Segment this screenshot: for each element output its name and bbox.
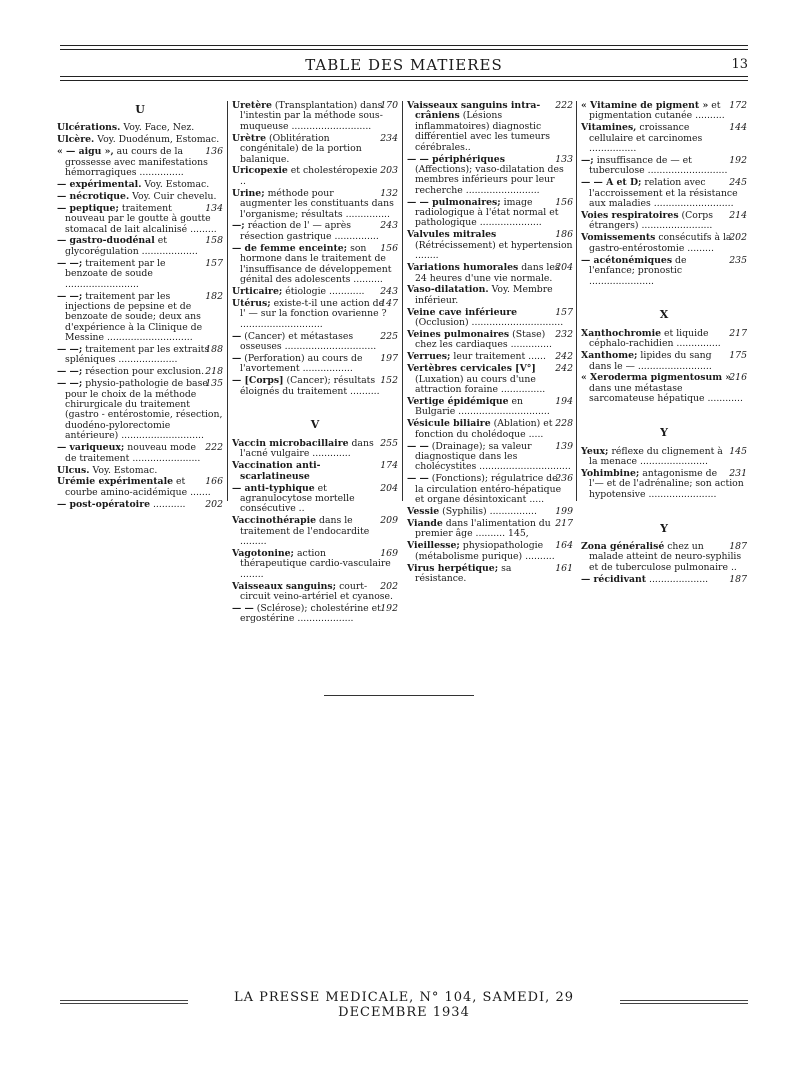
index-entry <box>232 101 398 132</box>
entry-page-number: 216 <box>729 372 747 384</box>
index-column-4 <box>581 101 747 587</box>
index-entry <box>407 101 573 153</box>
section-letter: V <box>310 418 320 432</box>
entry-headword: Vieillesse; <box>407 540 460 552</box>
entry-headword: — acétonémiques <box>581 254 673 266</box>
entry-headword: — <box>232 352 242 364</box>
entry-text: et pigmentation cutanée .......... <box>589 100 725 122</box>
index-entry <box>407 364 573 395</box>
index-entry <box>581 447 747 468</box>
entry-text: son hormone dans le traitement de l'insuffisance de développement génital des adolescents .......... <box>240 242 392 285</box>
entry-page-number: 228 <box>555 418 573 430</box>
entry-text: nouveau mode de traitement ....................... <box>65 442 201 464</box>
section-letter: Y <box>660 521 668 535</box>
page-header <box>60 54 748 76</box>
entry-text: (Occlusion) ............................... <box>415 317 564 329</box>
entry-text: (Sclérose); cholestérine et ergostérine ................... <box>240 602 381 625</box>
entry-headword: Vertèbres cervicales [V°] <box>407 363 536 375</box>
entry-text: image radiologique à l'état normal et pathologique ..................... <box>415 196 559 229</box>
entry-headword: Vaisseaux sanguins; <box>232 580 337 592</box>
entry-headword: Urticaire; <box>232 285 283 297</box>
index-entry <box>581 256 747 287</box>
entry-headword: Vagotonine; <box>232 547 294 559</box>
entry-headword: Vaso-dilatation. <box>407 284 489 296</box>
index-entry <box>407 352 573 362</box>
entry-text: insuffisance de — et tuberculose ........................... <box>589 155 728 177</box>
index-column-1 <box>57 101 223 512</box>
entry-page-number: 218 <box>205 366 223 378</box>
entry-text: antagonisme de l'— et de l'adrénaline; son action hypotensive ....................... <box>589 467 744 500</box>
entry-page-number: 234 <box>380 132 398 144</box>
index-entry <box>57 123 223 133</box>
entry-headword: — gastro-duodénal <box>57 235 155 247</box>
entry-page-number: 243 <box>380 220 398 232</box>
entry-headword: — <box>232 330 242 342</box>
entry-headword: Ulcère. <box>57 134 95 146</box>
entry-text: au cours de la grossesse avec manifestations hémorragiques ............... <box>65 146 208 179</box>
entry-text: dans les 24 heures d'une vie normale. <box>415 262 560 284</box>
entry-headword: — —; <box>57 344 83 356</box>
index-entry <box>581 329 747 350</box>
column-separator <box>227 101 228 501</box>
entry-headword: Vaccin microbacillaire <box>232 437 349 449</box>
index-entry <box>407 519 573 540</box>
entry-text: étiologie ............ <box>282 285 365 297</box>
entry-page-number: 235 <box>729 254 747 266</box>
index-entry <box>581 373 747 404</box>
index-entry <box>57 477 223 498</box>
entry-headword: — récidivant <box>581 573 647 585</box>
entry-headword: — — pulmonaires; <box>407 196 501 208</box>
entry-text: Voy. Cuir chevelu. <box>129 190 217 202</box>
entry-headword: Yohimbine; <box>581 467 640 479</box>
index-entry <box>232 582 398 603</box>
footer-rule-right <box>620 1000 748 1001</box>
entry-headword: Verrues; <box>407 351 451 363</box>
entry-page-number: 145 <box>729 445 747 457</box>
index-entry <box>232 484 398 515</box>
footer-text: LA PRESSE MEDICALE, N° 104, SAMEDI, 29 DECEMBRE 1934 <box>233 990 574 1020</box>
entry-headword: Variations humorales <box>407 262 519 274</box>
entry-page-number: 194 <box>555 395 573 407</box>
entry-page-number: 188 <box>205 344 223 356</box>
entry-text: Voy. Face, Nez. <box>120 122 195 134</box>
entry-headword: Vertige épidémique <box>407 395 509 407</box>
index-entry <box>57 379 223 441</box>
index-entry <box>57 180 223 190</box>
index-entry <box>57 135 223 145</box>
index-entry <box>57 367 223 377</box>
index-entry <box>232 549 398 580</box>
entry-headword: Urètre <box>232 132 267 144</box>
entry-headword: — —; <box>57 366 83 378</box>
entry-text: (Lésions inflammatoires) diagnostic différentiel avec les tumeurs cérébrales.. <box>415 110 551 153</box>
entry-page-number: 166 <box>205 476 223 488</box>
entry-page-number: 192 <box>380 602 398 614</box>
entry-headword: Ulcus. <box>57 464 90 476</box>
page-footer <box>60 990 748 1020</box>
entry-page-number: 214 <box>729 210 747 222</box>
entry-headword: — nécrotique. <box>57 190 130 202</box>
entry-headword: « — aigu », <box>57 146 114 158</box>
entry-page-number: 134 <box>205 202 223 214</box>
index-entry <box>407 564 573 585</box>
entry-page-number: 169 <box>380 547 398 559</box>
entry-text: Voy. Estomac. <box>89 464 158 476</box>
entry-headword: Vomissements <box>581 232 656 244</box>
entry-text: (Syphilis) ................ <box>439 506 537 518</box>
entry-text: de l'enfance; pronostic ...................... <box>589 254 687 287</box>
entry-page-number: 231 <box>729 467 747 479</box>
entry-page-number: 132 <box>380 187 398 199</box>
top-rule <box>60 45 748 46</box>
entry-text: et cholestéropexie .. <box>240 165 378 187</box>
index-entry <box>232 461 398 482</box>
entry-page-number: 174 <box>380 460 398 472</box>
entry-headword: Ulcérations. <box>57 122 121 134</box>
entry-page-number: 164 <box>555 540 573 552</box>
section-letter: Y <box>660 426 668 440</box>
entry-page-number: 172 <box>729 100 747 111</box>
index-entry <box>581 156 747 177</box>
index-entry <box>581 469 747 500</box>
entry-text: réflexe du clignement à la menace ....................... <box>589 445 723 467</box>
index-entry <box>581 178 747 209</box>
column-separator <box>402 101 403 501</box>
entry-page-number: 204 <box>380 482 398 494</box>
index-entry <box>581 542 747 573</box>
entry-page-number: 204 <box>555 262 573 274</box>
entry-text: résection pour exclusion. <box>82 366 205 378</box>
entry-page-number: 170 <box>380 100 398 111</box>
entry-text: (Transplantation) dans l'intestin par la méthode sous-muqueuse ........................... <box>240 100 383 132</box>
entry-text: et courbe amino-acidémique ....... <box>65 476 211 498</box>
header-rule-double <box>60 80 748 81</box>
index-entry <box>581 211 747 232</box>
entry-page-number: 158 <box>205 235 223 247</box>
index-entry <box>232 244 398 286</box>
entry-text: leur traitement ...... <box>450 351 546 363</box>
entry-text: traitement par le benzoate de soude ......................... <box>65 257 166 290</box>
entry-headword: — — périphériques <box>407 153 505 165</box>
entry-text: physiopathologie (métabolisme purique) .......... <box>415 540 555 562</box>
entry-headword: — —; <box>57 378 83 390</box>
entry-text: et liquide céphalo-rachidien ............... <box>589 327 721 350</box>
entry-headword: Uretère <box>232 100 272 111</box>
entry-text: (Oblitération congénitale) de la portion balanique. <box>240 132 362 165</box>
index-entry <box>581 575 747 585</box>
index-column-2 <box>232 101 398 626</box>
entry-page-number: 156 <box>380 242 398 254</box>
entry-headword: — expérimental. <box>57 178 142 190</box>
entry-text: en Bulgarie ............................... <box>415 395 550 418</box>
index-entry <box>407 541 573 562</box>
entry-page-number: 255 <box>380 437 398 449</box>
index-entry <box>407 308 573 329</box>
entry-text: traitement par les injections de pepsine et de benzoate de soude; deux ans d'expérience à la Clinique de Messine ............................. <box>65 290 203 344</box>
index-entry <box>57 443 223 464</box>
entry-headword: — post-opératoire <box>57 498 151 510</box>
entry-page-number: 202 <box>380 580 398 592</box>
entry-text: traitement par les extraits spléniques .................... <box>65 344 210 366</box>
entry-page-number: 199 <box>555 506 573 518</box>
entry-page-number: 232 <box>555 329 573 341</box>
index-entry <box>407 285 573 306</box>
entry-page-number: 156 <box>555 196 573 208</box>
entry-text: méthode pour augmenter les constituants dans l'organisme; résultats ............... <box>240 187 394 220</box>
entry-headword: Veines pulmonaires <box>407 329 510 341</box>
entry-page-number: 192 <box>729 155 747 167</box>
index-entry <box>232 221 398 242</box>
index-entry <box>407 198 573 229</box>
index-column-3 <box>407 101 573 586</box>
entry-text: relation avec l'accroissement et la résistance aux maladies ........................... <box>589 177 738 210</box>
entry-text: (Drainage); sa valeur diagnostique dans les cholécystites ............................... <box>415 440 571 473</box>
entry-page-number: 161 <box>555 562 573 574</box>
entry-headword: — [Corps] <box>232 375 284 387</box>
entry-headword: Voies respiratoires <box>581 210 679 222</box>
entry-page-number: 245 <box>729 177 747 189</box>
entry-text: Voy. Duodénum, Estomac. <box>94 134 220 146</box>
entry-page-number: 144 <box>729 122 747 134</box>
entry-text: physio-pathologie de base pour le choix de la méthode chirurgicale du traitement (gastro - entérostomie, résection, duodéno-pylorectomie antérieure) ............................ <box>65 378 223 442</box>
entry-headword: — — <box>407 473 429 485</box>
entry-text: dans l'acné vulgaire ............. <box>240 437 374 460</box>
column-separator <box>576 101 577 501</box>
index-entry <box>407 330 573 351</box>
entry-text: réaction de l' — après résection gastrique ............... <box>240 220 379 242</box>
entry-headword: Uricopexie <box>232 165 288 177</box>
index-entry <box>407 230 573 261</box>
entry-text: Voy. Estomac. <box>141 178 210 190</box>
entry-headword: Xanthome; <box>581 350 638 362</box>
entry-page-number: 202 <box>205 498 223 510</box>
entry-headword: Urine; <box>232 187 265 199</box>
entry-headword: Vitamines, <box>581 122 637 134</box>
entry-page-number: 157 <box>555 306 573 318</box>
entry-page-number: 139 <box>555 440 573 452</box>
entry-text: dans une métastase sarcomateuse hépatique ............ <box>589 382 743 405</box>
top-rule-double <box>60 49 748 50</box>
entry-headword: — —; <box>57 290 83 302</box>
footer-rule-right <box>620 1003 748 1004</box>
entry-headword: — variqueux; <box>57 442 125 454</box>
index-entry <box>57 259 223 290</box>
page-title: TABLE DES MATIERES <box>305 56 503 74</box>
index-entry <box>232 189 398 220</box>
entry-headword: — —; <box>57 257 83 269</box>
entry-page-number: 243 <box>380 285 398 297</box>
entry-text: sa résistance. <box>415 562 512 584</box>
index-entry <box>407 397 573 418</box>
index-entry <box>232 354 398 375</box>
entry-headword: — — A et D; <box>581 177 642 189</box>
entry-text: (Corps étrangers) ........................ <box>589 210 714 232</box>
entry-headword: — — <box>232 602 254 614</box>
entry-text: (Rétrécissement) et hypertension ........ <box>415 239 573 262</box>
index-entry <box>581 351 747 372</box>
index-entry <box>57 500 223 510</box>
entry-text: (Stase) chez les cardiaques .............. <box>415 329 552 351</box>
entry-headword: « Xeroderma pigmentosum » <box>581 372 732 384</box>
entry-text: (Perforation) au cours de l'avortement ................. <box>240 352 363 375</box>
entry-headword: Valvules mitrales <box>407 229 497 241</box>
index-entry <box>407 474 573 505</box>
entry-text: dans le traitement de l'endocardite ......... <box>240 515 370 548</box>
entry-headword: Vésicule biliaire <box>407 418 491 430</box>
entry-text: court-circuit veino-artériel et cyanose. <box>240 580 394 603</box>
page-number: 13 <box>731 57 748 72</box>
index-entry <box>57 192 223 202</box>
index-entry <box>581 123 747 154</box>
index-entry <box>57 204 223 235</box>
entry-page-number: 187 <box>729 541 747 552</box>
entry-page-number: 157 <box>205 257 223 269</box>
index-entry <box>581 101 747 122</box>
index-entry <box>57 292 223 344</box>
entry-page-number: 136 <box>205 146 223 158</box>
entry-headword: Vaisseaux sanguins intra-crâniens <box>407 100 541 122</box>
entry-text: (Ablation) et fonction du cholédoque ..... <box>415 418 553 440</box>
entry-headword: Vaccination anti-scarlatineuse <box>232 460 321 482</box>
entry-page-number: 242 <box>555 351 573 363</box>
entry-page-number: 202 <box>729 232 747 244</box>
entry-page-number: 187 <box>729 573 747 585</box>
entry-headword: Zona généralisé <box>581 541 665 552</box>
entry-text: croissance cellulaire et carcinomes ................ <box>589 122 703 155</box>
entry-headword: — anti-typhique <box>232 482 315 494</box>
entry-page-number: 152 <box>380 375 398 387</box>
entry-text: et agranulocytose mortelle consécutive .. <box>240 482 355 515</box>
entry-headword: Utérus; <box>232 297 271 309</box>
entry-page-number: 182 <box>205 290 223 302</box>
index-entry <box>57 466 223 476</box>
entry-headword: Urémie expérimentale <box>57 476 174 488</box>
entry-page-number: 197 <box>380 352 398 364</box>
index-entry <box>232 166 398 187</box>
entry-headword: — peptique; <box>57 202 119 214</box>
entry-headword: — de femme enceinte; <box>232 242 348 254</box>
entry-text: chez un malade atteint de neuro-syphilis et de tuberculose pulmonaire .. <box>589 541 742 573</box>
index-entry <box>407 155 573 197</box>
entry-text: existe-t-il une action de l' — sur la fonction ovarienne ? ............................ <box>240 297 387 330</box>
entry-headword: — — <box>407 440 429 452</box>
end-rule <box>324 695 474 696</box>
index-entry <box>232 134 398 165</box>
index-entry <box>232 516 398 547</box>
entry-page-number: 217 <box>729 327 747 339</box>
entry-text: dans l'alimentation du premier âge .......... 145, <box>415 517 551 540</box>
entry-page-number: 135 <box>205 378 223 390</box>
entry-headword: Virus herpétique; <box>407 562 499 574</box>
entry-page-number: 186 <box>555 229 573 241</box>
entry-text: consécutifs à la gastro-entérostomie ......... <box>589 232 732 254</box>
entry-text: Voy. Membre inférieur. <box>415 284 553 306</box>
index-entry <box>407 419 573 440</box>
entry-headword: « Vitamine de pigment » <box>581 100 709 111</box>
entry-headword: —; <box>581 155 594 167</box>
entry-page-number: 225 <box>380 330 398 342</box>
index-entry <box>407 442 573 473</box>
entry-text: .................... <box>646 573 709 585</box>
entry-page-number: 209 <box>380 515 398 527</box>
entry-headword: —; <box>232 220 245 232</box>
entry-text: action thérapeutique cardio-vasculaire ........ <box>240 547 391 580</box>
entry-page-number: 217 <box>555 517 573 529</box>
index-entry <box>232 604 398 625</box>
entry-text: (Fonctions); régulatrice de la circulation entéro-hépatique et organe désintoxicant ..... <box>415 473 562 506</box>
entry-headword: Vaccinothérapie <box>232 515 317 527</box>
index-entry <box>232 439 398 460</box>
footer-rule-left <box>60 1000 188 1001</box>
entry-text: lipides du sang dans le — ......................... <box>589 350 712 372</box>
entry-headword: Vessie <box>407 506 440 518</box>
entry-headword: Yeux; <box>581 445 609 457</box>
index-entry <box>57 345 223 366</box>
entry-page-number: 242 <box>555 363 573 375</box>
index-entry <box>232 299 398 330</box>
entry-text: (Affections); vaso-dilatation des membres inférieurs pour leur recherche ......................... <box>415 163 564 196</box>
section-letter: U <box>135 103 145 116</box>
index-entry <box>232 287 398 297</box>
entry-headword: Veine cave inférieure <box>407 306 518 318</box>
index-entry <box>407 263 573 284</box>
entry-text: (Cancer) et métastases osseuses ............................... <box>240 330 377 352</box>
index-entry <box>407 507 573 517</box>
entry-text: ........... <box>150 498 186 510</box>
entry-text: traitement nouveau par le goutte à goutte stomacal de lait alcalinisé ......... <box>65 202 217 235</box>
index-entry <box>581 233 747 254</box>
index-entry <box>232 332 398 353</box>
entry-page-number: 175 <box>729 350 747 362</box>
entry-page-number: 236 <box>555 473 573 485</box>
entry-page-number: 222 <box>555 100 573 111</box>
index-entry <box>57 147 223 178</box>
entry-page-number: 203 <box>380 165 398 177</box>
entry-headword: Xanthochromie <box>581 327 662 339</box>
header-rule <box>60 76 748 77</box>
entry-page-number: 133 <box>555 153 573 165</box>
index-entry <box>232 376 398 397</box>
entry-text: (Cancer); résultats éloignés du traitement .......... <box>240 375 380 397</box>
entry-page-number: 147 <box>380 297 398 309</box>
entry-page-number: 222 <box>205 442 223 454</box>
entry-text: et glycorégulation ................... <box>65 235 198 257</box>
index-entry <box>57 236 223 257</box>
footer-rule-left <box>60 1003 188 1004</box>
entry-text: (Luxation) au cours d'une attraction foraine ............... <box>415 373 546 396</box>
section-letter: X <box>659 308 669 322</box>
entry-headword: Viande <box>407 517 443 529</box>
